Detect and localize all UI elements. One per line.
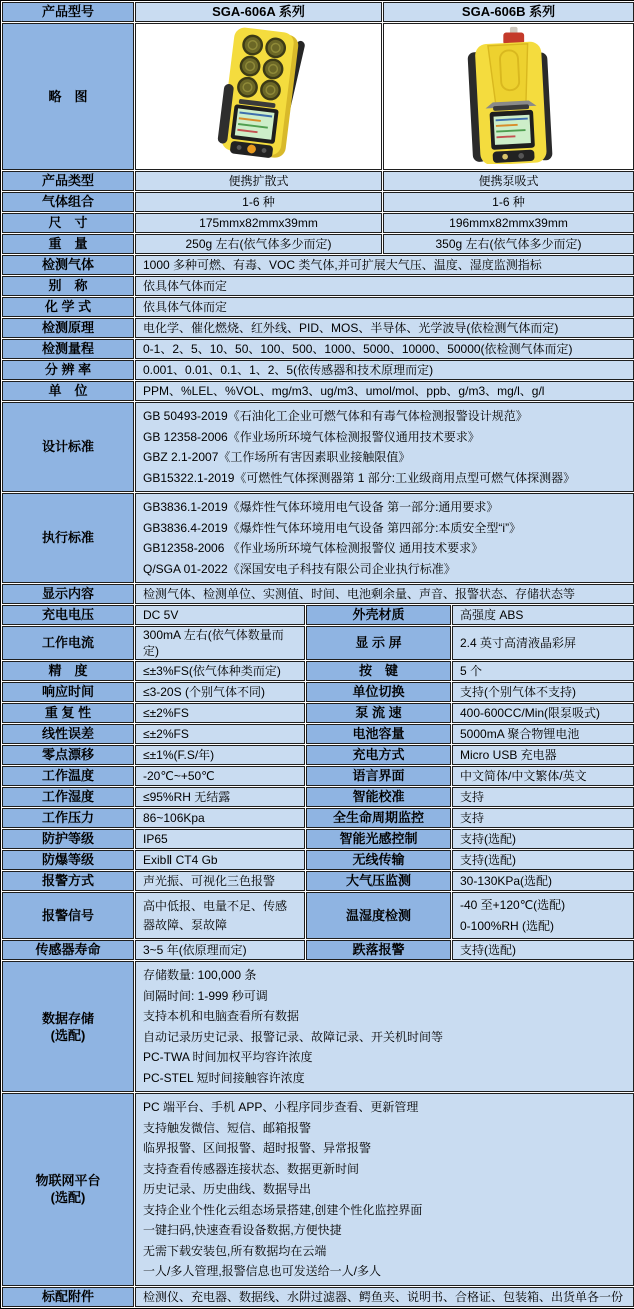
table-row <box>2 661 634 681</box>
spec-value: 支持(选配) <box>452 940 634 960</box>
row-label: 传感器寿命 <box>2 940 134 960</box>
table-row <box>2 1093 634 1286</box>
row-label: 检测原理 <box>2 318 134 338</box>
feature-line: PC 端平台、手机 APP、小程序同步查看、更新管理 <box>143 1100 419 1114</box>
spec-value-a: 便携扩散式 <box>135 171 382 191</box>
device-a-image-cell <box>135 23 382 170</box>
row-label: 电池容量 <box>306 724 451 744</box>
device-keypad <box>492 150 534 164</box>
spec-value: 支持(选配) <box>452 829 634 849</box>
row-label: 大气压监测 <box>306 871 451 891</box>
table-row <box>2 276 634 296</box>
table-row <box>2 940 634 960</box>
row-label: 按 键 <box>306 661 451 681</box>
spec-value: ≤±2%FS <box>135 703 305 723</box>
standard-line: GB 50493-2019《石油化工企业可燃气体和有毒气体检测报警设计规范》 <box>143 409 528 423</box>
spec-value-b: 1-6 种 <box>383 192 634 212</box>
spec-value-b: 350g 左右(依气体多少而定) <box>383 234 634 254</box>
row-label-data-storage: 数据存储 (选配) <box>2 961 134 1092</box>
feature-line: 无需下载安装包,所有数据均在云端 <box>143 1243 327 1258</box>
standard-line: GBZ 2.1-2007《工作场所有害因素职业接触限值》 <box>143 450 411 464</box>
feature-line: PC-TWA 时间加权平均容许浓度 <box>143 1050 313 1064</box>
spec-value-a: 250g 左右(依气体多少而定) <box>135 234 382 254</box>
table-row <box>2 1287 634 1307</box>
row-label: 别 称 <box>2 276 134 296</box>
spec-value-a: 175mmx82mmx39mm <box>135 213 382 233</box>
spec-value: PPM、%LEL、%VOL、mg/m3、ug/m3、umol/mol、ppb、g/m3、mg/l、g/l <box>135 381 634 401</box>
standard-line: GB12358-2006 《作业场所环境气体检测报警仪 通用技术要求》 <box>143 541 484 555</box>
table-row <box>2 724 634 744</box>
table-row <box>2 192 634 212</box>
row-label: 气体组合 <box>2 192 134 212</box>
exec-standard-cell <box>135 493 634 583</box>
spec-value: 支持 <box>452 787 634 807</box>
row-label: 重 量 <box>2 234 134 254</box>
row-label: 精 度 <box>2 661 134 681</box>
spec-value: ExibⅡ CT4 Gb <box>135 850 305 870</box>
spec-value: 1000 多种可燃、有毒、VOC 类气体,并可扩展大气压、温度、湿度监测指标 <box>135 255 634 275</box>
spec-value-line: -40 至+120℃(选配) <box>460 898 566 912</box>
row-label: 工作电流 <box>2 626 134 660</box>
feature-line: 支持查看传感器连接状态、数据更新时间 <box>143 1161 360 1176</box>
spec-value: 声光振、可视化三色报警 <box>135 871 305 891</box>
table-row <box>2 766 634 786</box>
row-label: 充电方式 <box>306 745 451 765</box>
spec-value: 支持(个别气体不支持) <box>452 682 634 702</box>
spec-value: 0.001、0.01、0.1、1、2、5(依传感器和技术原理而定) <box>135 360 634 380</box>
sketch-label: 略 图 <box>2 23 134 170</box>
device-b-image-cell <box>383 23 634 170</box>
table-row <box>2 829 634 849</box>
spec-value: 30-130KPa(选配) <box>452 871 634 891</box>
spec-value: 400-600CC/Min(限泵吸式) <box>452 703 634 723</box>
table-row <box>2 703 634 723</box>
spec-value: 检测仪、充电器、数据线、水阱过滤器、鳄鱼夹、说明书、合格证、包装箱、出货单各一份 <box>135 1287 634 1307</box>
row-label: 温湿度检测 <box>306 892 451 939</box>
spec-value: -20℃~+50℃ <box>135 766 305 786</box>
table-row <box>2 2 634 22</box>
header-series-a: SGA-606A 系列 <box>135 2 382 22</box>
standard-line: Q/SGA 01-2022《深国安电子科技有限公司企业执行标准》 <box>143 561 456 576</box>
row-label: 检测气体 <box>2 255 134 275</box>
row-label: 防护等级 <box>2 829 134 849</box>
spec-value: 检测气体、检测单位、实测值、时间、电池剩余量、声音、报警状态、存储状态等 <box>135 584 634 604</box>
table-row <box>2 493 634 583</box>
table-row <box>2 584 634 604</box>
row-label: 检测量程 <box>2 339 134 359</box>
table-row <box>2 682 634 702</box>
header-series-b: SGA-606B 系列 <box>383 2 634 22</box>
standard-line: GB3836.4-2019《爆炸性气体环境用电气设备 第四部分:本质安全型“i”》 <box>143 520 522 535</box>
row-label: 跌落报警 <box>306 940 451 960</box>
feature-line: 自动记录历史记录、报警记录、故障记录、开关机时间等 <box>143 1029 444 1044</box>
design-standard-cell <box>135 402 634 492</box>
row-label: 报警信号 <box>2 892 134 939</box>
row-label: 单位切换 <box>306 682 451 702</box>
table-row <box>2 808 634 828</box>
row-label: 化 学 式 <box>2 297 134 317</box>
row-label: 标配附件 <box>2 1287 134 1307</box>
feature-line: 支持本机和电脑查看所有数据 <box>143 1009 300 1023</box>
standard-line: GB15322.1-2019《可燃性气体探测器第 1 部分:工业级商用点型可燃气体探测器》 <box>143 470 576 485</box>
table-row <box>2 171 634 191</box>
row-label: 分 辨 率 <box>2 360 134 380</box>
row-label: 设计标准 <box>2 402 134 492</box>
row-label: 充电电压 <box>2 605 134 625</box>
spec-value: IP65 <box>135 829 305 849</box>
spec-value: ≤95%RH 无结露 <box>135 787 305 807</box>
row-label: 单 位 <box>2 381 134 401</box>
spec-value: 5 个 <box>452 661 634 681</box>
gas-detector-pump-image <box>434 24 584 164</box>
spec-value <box>452 892 634 939</box>
table-row <box>2 381 634 401</box>
spec-value: 0-1、2、5、10、50、100、500、1000、5000、10000、50000(依检测气体而定) <box>135 339 634 359</box>
table-row <box>2 745 634 765</box>
spec-value-b: 便携泵吸式 <box>383 171 634 191</box>
data-storage-cell <box>135 961 634 1092</box>
table-row <box>2 892 634 939</box>
table-row <box>2 961 634 1092</box>
row-label: 尺 寸 <box>2 213 134 233</box>
table-row <box>2 360 634 380</box>
row-label: 工作温度 <box>2 766 134 786</box>
feature-line: 历史记录、历史曲线、数据导出 <box>143 1182 312 1196</box>
spec-value-b: 196mmx82mmx39mm <box>383 213 634 233</box>
spec-value: 5000mA 聚合物锂电池 <box>452 724 634 744</box>
row-label: 外壳材质 <box>306 605 451 625</box>
table-row <box>2 850 634 870</box>
row-label: 显 示 屏 <box>306 626 451 660</box>
spec-value-a: 1-6 种 <box>135 192 382 212</box>
table-row <box>2 318 634 338</box>
row-label: 智能校准 <box>306 787 451 807</box>
feature-line: 间隔时间: 1-999 秒可调 <box>143 988 268 1003</box>
feature-line: 支持企业个性化云组态场景搭建,创建个性化监控界面 <box>143 1202 423 1217</box>
spec-value-line: 0-100%RH (选配) <box>460 918 555 933</box>
row-label-iot-platform: 物联网平台 (选配) <box>2 1093 134 1286</box>
table-row <box>2 255 634 275</box>
row-label: 无线传输 <box>306 850 451 870</box>
spec-value: ≤±3%FS(依气体种类而定) <box>135 661 305 681</box>
row-label: 语言界面 <box>306 766 451 786</box>
table-row <box>2 297 634 317</box>
iot-platform-cell <box>135 1093 634 1286</box>
row-label: 重 复 性 <box>2 703 134 723</box>
row-label: 零点漂移 <box>2 745 134 765</box>
row-label: 显示内容 <box>2 584 134 604</box>
spec-value: 2.4 英寸高清液晶彩屏 <box>452 626 634 660</box>
row-label: 泵 流 速 <box>306 703 451 723</box>
spec-value: ≤±2%FS <box>135 724 305 744</box>
spec-value: 86~106Kpa <box>135 808 305 828</box>
row-label: 线性误差 <box>2 724 134 744</box>
table-row <box>2 213 634 233</box>
row-label: 智能光感控制 <box>306 829 451 849</box>
table-row <box>2 339 634 359</box>
header-product-model: 产品型号 <box>2 2 134 22</box>
table-row <box>2 871 634 891</box>
row-label: 防爆等级 <box>2 850 134 870</box>
spec-value: 支持 <box>452 808 634 828</box>
row-label: 工作压力 <box>2 808 134 828</box>
standard-line: GB 12358-2006《作业场所环境气体检测报警仪通用技术要求》 <box>143 429 480 444</box>
spec-value: 依具体气体而定 <box>135 276 634 296</box>
spec-value: 高强度 ABS <box>452 605 634 625</box>
row-label: 全生命周期监控 <box>306 808 451 828</box>
gas-detector-diffusion-image <box>184 24 334 164</box>
spec-value: 3~5 年(依原理而定) <box>135 940 305 960</box>
spec-value: Micro USB 充电器 <box>452 745 634 765</box>
table-row <box>2 626 634 660</box>
feature-line: 存储数量: 100,000 条 <box>143 968 257 982</box>
standard-line: GB3836.1-2019《爆炸性气体环境用电气设备 第一部分:通用要求》 <box>143 500 499 514</box>
row-label: 产品类型 <box>2 171 134 191</box>
table-row <box>2 402 634 492</box>
spec-value: 支持(选配) <box>452 850 634 870</box>
table-row <box>2 787 634 807</box>
feature-line: 一键扫码,快速查看设备数据,方便快捷 <box>143 1223 342 1237</box>
spec-value: 电化学、催化燃烧、红外线、PID、MOS、半导体、光学波导(依检测气体而定) <box>135 318 634 338</box>
row-label: 响应时间 <box>2 682 134 702</box>
feature-line: 一人/多人管理,报警信息也可发送给一人/多人 <box>143 1264 382 1278</box>
row-label: 报警方式 <box>2 871 134 891</box>
spec-value: ≤±1%(F.S/年) <box>135 745 305 765</box>
row-label: 工作湿度 <box>2 787 134 807</box>
table-row <box>2 23 634 170</box>
spec-value: 300mA 左右(依气体数量而定) <box>135 626 305 660</box>
spec-value: 中文简体/中文繁体/英文 <box>452 766 634 786</box>
feature-line: 临界报警、区间报警、超时报警、异常报警 <box>143 1141 372 1155</box>
table-row <box>2 605 634 625</box>
spec-value: 依具体气体而定 <box>135 297 634 317</box>
table-row <box>2 234 634 254</box>
spec-value: ≤3-20S (个别气体不同) <box>135 682 305 702</box>
spec-value: 高中低报、电量不足、传感器故障、泵故障 <box>135 892 305 939</box>
feature-line: 支持触发微信、短信、邮箱报警 <box>143 1120 312 1135</box>
spec-value: DC 5V <box>135 605 305 625</box>
feature-line: PC-STEL 短时间接触容许浓度 <box>143 1070 305 1085</box>
row-label: 执行标准 <box>2 493 134 583</box>
